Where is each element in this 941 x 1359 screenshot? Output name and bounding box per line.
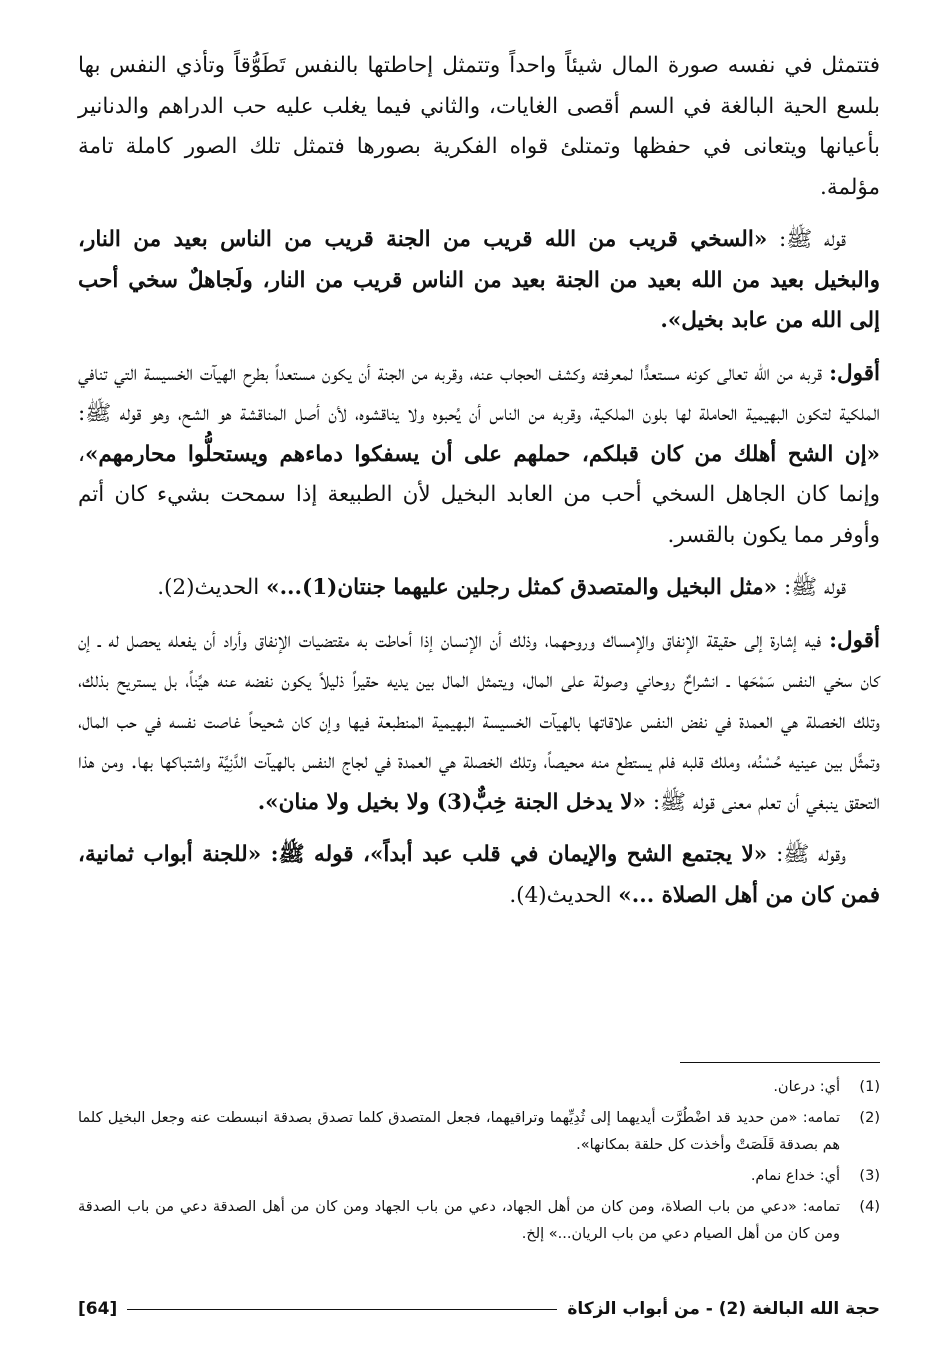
main-text: [78, 46, 880, 928]
paragraph-lead: وقوله ﷺ:: [776, 842, 846, 867]
page-footer: [78, 1294, 880, 1324]
paragraph-2: [78, 220, 880, 342]
hadith-quote: «لا يجتمع الشح والإيمان في قلب عبد أبداً»، قوله ﷺ: «للجنة أبواب ثمانية، فمن كان من أهل الصلاة ...»: [78, 842, 880, 908]
page-number: [64]: [78, 1299, 118, 1319]
hadith-quote: «السخي قريب من الله قريب من الجنة قريب من الناس بعيد من النار، والبخيل بعيد من الله بعيد من الجنة بعيد من الناس قريب من النار، ولَجاهلٌ سخي أحب إلى الله من عابد بخيل».: [78, 227, 880, 333]
footnote-number: (3): [859, 1168, 880, 1184]
footnote-text: أي: خداع نمام.: [750, 1168, 840, 1184]
footnote-list: [78, 1074, 880, 1252]
paragraph-text: فيه إشارة إلى حقيقة الإنفاق والإمساك وروحهما، وذلك أن الإنسان إذا أحاطت به مقتضيات الإنفاق وأراد أن يفعله يحصل له ـ إن كان سخي النفس سَمْحَها ـ انشراحٌ روحاني وصولة على المال، ويتمثل المال بين يديه حقيراً ذليلاً يكون نفضه عنه هيِّناً، بل يستريح بذلك، وتلك الخصلة هي العمدة في نفض النفس علاقاتها بالهيآت الخسيسة البهيمية المنطبعة فيها وإن كان شحيحاً غاصت نفسه في حب المال، وتمثَّل بين عينيه حُسْنُه، وملك قلبه فلم يستطع منه محيصاً، وتلك الخصلة هي العمدة في لجاج النفس بالهيآت الدَّنِيَّة واشتباكها بها. ومن هذا التحقق ينبغي أن تعلم معنى قوله ﷺ:: [78, 627, 880, 815]
hadith-quote: «لا يدخل الجنة خِبٌّ(3) ولا بخيل ولا منان».: [257, 789, 646, 815]
paragraph-tail: ، وإنما كان الجاهل السخي أحب من العابد البخيل لأن الطبيعة إذا سمحت بشيء كان أتم وأوفر مما يكون بالقسر.: [78, 441, 880, 548]
hadith-quote: «إن الشح أهلك من كان قبلكم، حملهم على أن يسفكوا دماءهم ويستحلُّوا محارمهم»: [84, 441, 880, 467]
paragraph-tail: الحديث(4).: [509, 882, 619, 908]
footnote-number: (1): [859, 1079, 880, 1095]
paragraph-lead: قوله ﷺ:: [783, 575, 846, 600]
footnote-item: [78, 1194, 880, 1248]
hadith-quote: «مثل البخيل والمتصدق كمثل رجلين عليهما جنتان(1)...»: [266, 575, 778, 600]
paragraph-3: [78, 354, 880, 557]
footnote-item: [78, 1074, 880, 1101]
footnote-number: (4): [859, 1199, 880, 1215]
paragraph-tail: الحديث(2).: [157, 575, 267, 600]
aqul-keyword: أقول:: [829, 627, 880, 653]
paragraph-5: [78, 621, 880, 824]
paragraph-1: [78, 46, 880, 208]
paragraph-text: قربه من الله تعالى كونه مستعدًّا لمعرفته وكشف الحجاب عنه، وقربه من الجنة أن يكون مستعداً بطرح الهيآت الخسيسة التي تنافي الملكية لتكون البهيمية الحاملة لها بلون الملكية، وقربه من الناس أن يُحبوه ولا يناقشوه، لأن أصل المناقشة هو الشح، وهو قوله ﷺ:: [78, 360, 880, 426]
paragraph-lead: قوله ﷺ:: [779, 227, 846, 252]
aqul-keyword: أقول:: [829, 360, 880, 386]
footnote-number: (2): [859, 1110, 880, 1126]
footnote-text: تمامه: «من حديد قد اضْطُرَّت أيديهما إلى ثُدِيِّهما وتراقيهما، فجعل المتصدق كلما تصدق بصدقة انبسطت عنه وجعل البخيل كلما هم بصدقة قَلَصَتْ وأخذت كل حلقة بمكانها».: [78, 1110, 840, 1153]
footnote-text: تمامه: «دعي من باب الصلاة، ومن كان من أهل الجهاد، دعي من باب الجهاد ومن كان من أهل الصدقة دعي من باب الصدقة ومن كان من أهل الصيام دعي من باب الريان...» إلخ.: [78, 1199, 840, 1242]
paragraph-6: [78, 835, 880, 916]
footnote-item: [78, 1163, 880, 1190]
footnote-item: [78, 1105, 880, 1159]
paragraph-4: [78, 568, 880, 609]
footer-rule: [127, 1309, 557, 1310]
footnote-separator: [680, 1062, 880, 1063]
book-title: حجة الله البالغة (2) - من أبواب الزكاة: [567, 1299, 880, 1319]
footnote-text: أي: درعان.: [773, 1079, 840, 1095]
paragraph-text: فتتمثل في نفسه صورة المال شيئاً واحداً وتتمثل إحاطتها بالنفس تَطَوُّقاً وتأذي النفس بها بلسع الحية البالغة في السم أقصى الغايات، والثاني فيما يغلب عليه حب الدراهم والدنانير بأعيانها ويتعانى في حفظها وتمتلئ قواه الفكرية بصورها فتمثل تلك الصور كاملة تامة مؤلمة.: [78, 53, 880, 200]
